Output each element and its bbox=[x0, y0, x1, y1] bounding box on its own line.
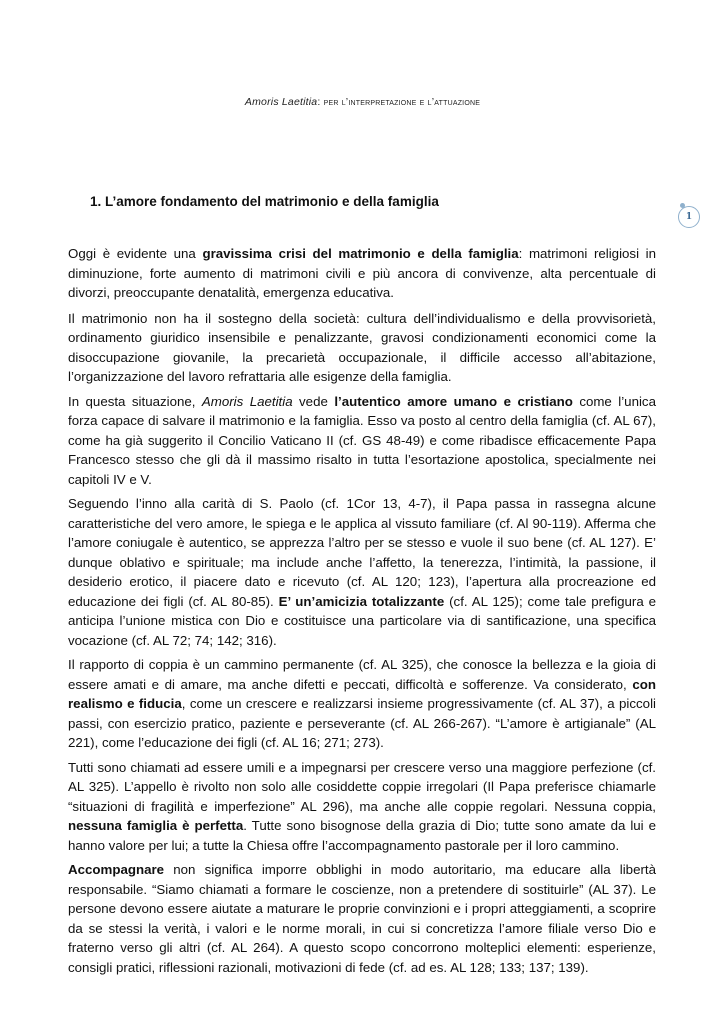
p1-bold: gravissima crisi del matrimonio e della famiglia bbox=[202, 246, 519, 261]
p3-text-a: In questa situazione, bbox=[68, 393, 202, 409]
paragraph-5 bbox=[68, 655, 656, 753]
paragraph-3 bbox=[68, 392, 656, 490]
p6-bold: nessuna famiglia è perfetta bbox=[68, 818, 244, 833]
paragraph-4 bbox=[68, 494, 656, 650]
p5-text-c: , come un crescere e realizzarsi insieme progressivamente (cf. AL 37), a piccoli passi, con esercizio pratico, paziente e perseverante (cf. AL 266-267). “L’amore è artigianale” (AL 221), come l’educazione dei figli (cf. AL 16; 271; 273). bbox=[68, 696, 656, 750]
p7-text-b: non significa imporre obblighi in modo autoritario, ma educare alla libertà responsabile. “Siamo chiamati a formare le coscienze, non a pretendere di sostituirle” (AL 37). Le persone devono essere aiutate a maturare le proprie convinzioni e i propri atteggiamenti, a scoprire da se stessi la verità, i valori e le norme morali, in cui si concretizza l’amore filiale verso Dio e fraterno verso gli altri (cf. AL 264). A questo scopo concorrono molteplici elementi: esperienze, consigli pratici, riflessioni razionali, motivazioni di fede (cf. ad es. AL 128; 133; 137; 139). bbox=[68, 862, 656, 975]
running-header bbox=[0, 96, 725, 108]
paragraph-1 bbox=[68, 244, 656, 303]
section-heading: 1. L’amore fondamento del matrimonio e della famiglia bbox=[90, 194, 439, 209]
paragraph-2: Il matrimonio non ha il sostegno della società: cultura dell’individualismo e della provvisorietà, ordinamento giuridico insensibile e penalizzante, gravosi condizionamenti economici come la disoccupazione giovanile, la precarietà occupazionale, il difficile accesso all’abitazione, l’organizzazione del lavoro refrattaria alle esigenze della famiglia. bbox=[68, 310, 656, 384]
p7-bold: Accompagnare bbox=[68, 862, 165, 877]
page-number-badge: 1 bbox=[678, 206, 700, 228]
p4-bold: E’ un’amicizia totalizzante bbox=[278, 593, 445, 609]
p4-text-a: Seguendo l’inno alla carità di S. Paolo (cf. 1Cor 13, 4-7), il Papa passa in rassegna alcune caratteristiche del vero amore, le spiega e le applica al vissuto familiare (cf. Al 90-119). Afferma che l’amore coniugale è autentico, se apprezza l’altro per se stesso e vuole il suo bene (cf. AL 127). E’ dunque oblativo e spirituale; ma include anche l’affetto, la tenerezza, l’intimità, la passione, il desiderio erotico, il piacere dato e ricevuto (cf. AL 120; 123), l’apertura alla procreazione ed educazione dei figli (cf. AL 80-85). bbox=[68, 496, 656, 609]
p3-italic: Amoris Laetitia bbox=[201, 393, 293, 409]
header-title-rest: : per l’interpretazione e l’attuazione bbox=[317, 96, 481, 108]
p6-text-c: . Tutte sono bisognose della grazia di Dio; tutte sono amate da lui e hanno valore per lui; a tutte la Chiesa offre l’accompagnamento pastorale per il loro cammino. bbox=[68, 818, 656, 853]
document-body bbox=[68, 244, 656, 982]
p5-text-a: Il rapporto di coppia è un cammino permanente (cf. AL 325), che conosce la bellezza e la gioia di essere amati e di amare, ma anche difetti e peccati, difficoltà e sofferenze. Va considerato, bbox=[68, 657, 656, 692]
p5-bold: con realismo e fiducia bbox=[68, 676, 656, 711]
p1-text-c: : matrimoni religiosi in diminuzione, forte aumento di matrimoni civili e più ancora di convivenze, alta percentuale di divorzi, preoccupante denatalità, emergenza educativa. bbox=[68, 246, 657, 300]
paragraph-6 bbox=[68, 758, 656, 856]
p3-text-e: come l’unica forza capace di salvare il matrimonio e la famiglia. Esso va posto al centro della famiglia (cf. AL 67), come ha già suggerito il Concilio Vaticano II (cf. GS 48-49) e come ribadisce efficacemente Papa Francesco stesso che gli dà il massimo risalto in tutta l’esortazione apostolica, specialmente nei capitoli IV e V. bbox=[68, 393, 656, 487]
p3-bold: l’autentico amore umano e cristiano bbox=[334, 393, 573, 409]
p3-text-c: vede bbox=[292, 393, 335, 409]
p4-text-c: (cf. AL 125); come tale prefigura e anticipa l’unione mistica con Dio e costituisce una particolare via di santificazione, una specifica vocazione (cf. AL 72; 74; 142; 316). bbox=[68, 593, 657, 648]
paragraph-7 bbox=[68, 860, 656, 977]
header-title-italic: Amoris Laetitia bbox=[244, 96, 318, 108]
p6-text-a: Tutti sono chiamati ad essere umili e a impegnarsi per crescere verso una maggiore perfezione (cf. AL 325). L’appello è rivolto non solo alle cosiddette coppie irregolari (Il Papa preferisce chiamarle “situazioni di fragilità e imperfezione” AL 296), ma anche alle coppie regolari. Nessuna coppia, bbox=[68, 759, 656, 814]
p1-text-a: Oggi è evidente una bbox=[68, 246, 203, 261]
